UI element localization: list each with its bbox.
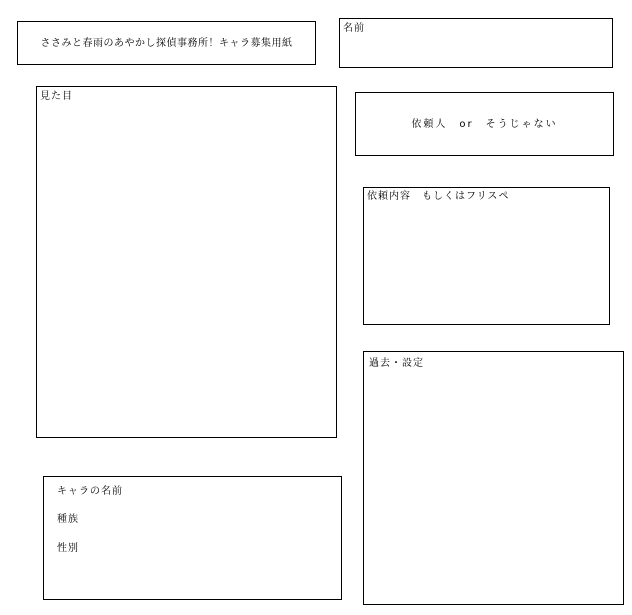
past-settings-field [363, 351, 624, 605]
name-field [339, 18, 613, 68]
profile-field [43, 476, 342, 600]
gender-label: 性別 [57, 543, 79, 554]
form-title-box [17, 21, 316, 65]
species-label: 種族 [57, 514, 79, 525]
request-label: 依頼内容 もしくはフリスペ [367, 191, 510, 202]
client-label: 依頼人 or そうじゃない [411, 119, 558, 130]
name-label: 名前 [343, 23, 365, 34]
client-field [355, 92, 614, 156]
appearance-label: 見た目 [40, 91, 73, 102]
past-settings-label: 過去・設定 [369, 358, 424, 369]
character-name-label: キャラの名前 [57, 486, 123, 497]
request-field [363, 187, 610, 325]
appearance-field [36, 86, 337, 438]
form-title: ささみと春雨のあやかし探偵事務所！キャラ募集用紙 [40, 38, 293, 49]
